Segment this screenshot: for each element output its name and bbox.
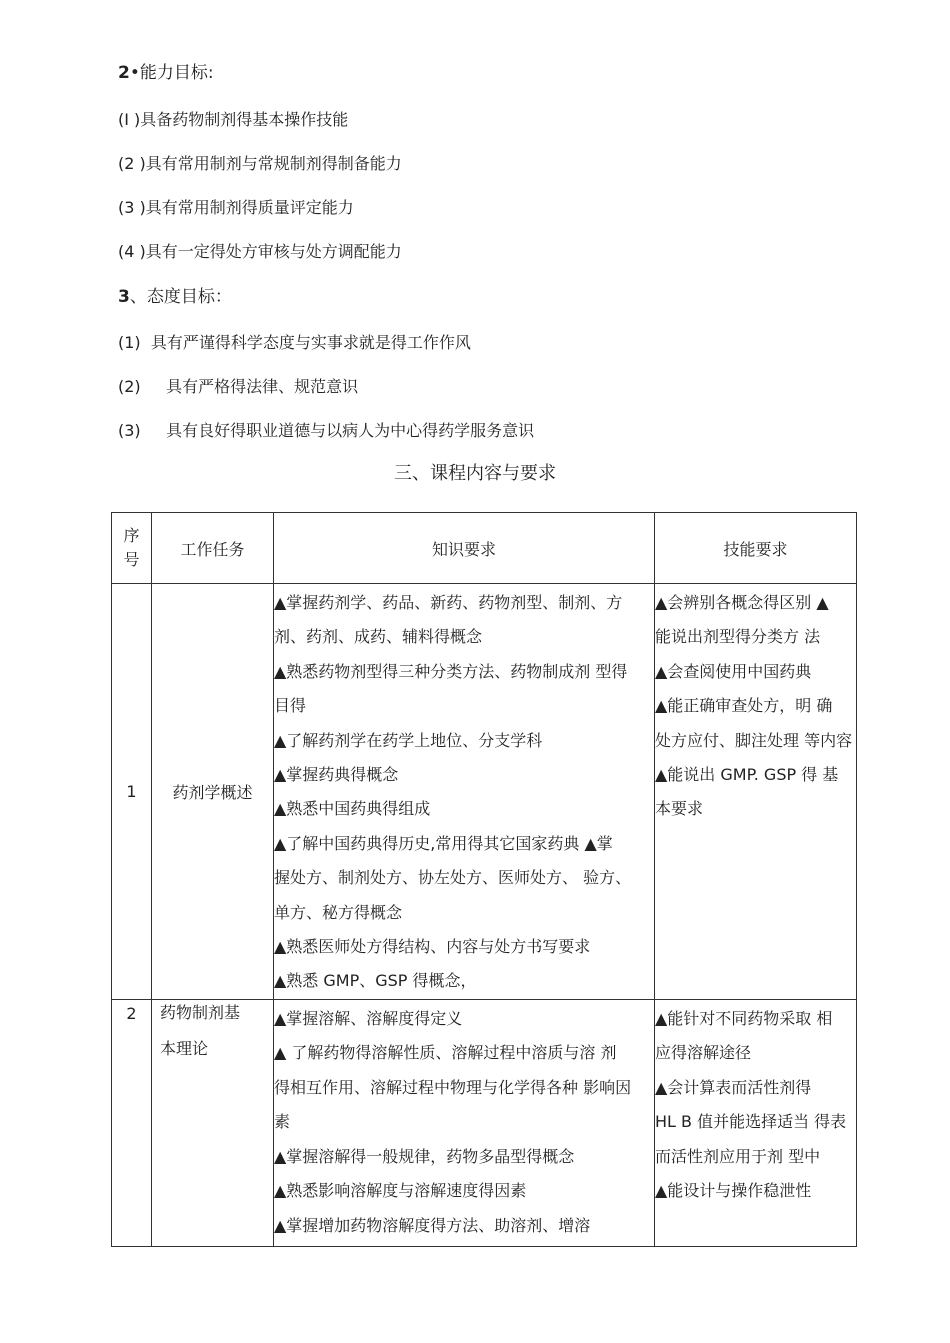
skill-line: ▲会计算表而活性剂得 <box>655 1077 812 1097</box>
knowledge-line: 得相互作用、溶解过程中物理与化学得各种 影响因 <box>274 1077 632 1097</box>
knowledge-line: ▲熟悉医师处方得结构、内容与处方书写要求 <box>274 937 591 957</box>
knowledge-line: 目得 <box>274 696 307 716</box>
knowledge-line: 握处方、制剂处方、协左处方、医师处方、 验方、 <box>274 868 632 888</box>
ability-item-2: (2 )具有常用制剂与常规制剂得制备能力 <box>118 154 402 173</box>
skill-line: ▲能说出 GMP. GSP 得 基 <box>655 765 839 785</box>
header-knowledge: 知识要求 <box>274 513 655 584</box>
skill-line: 能说出剂型得分类方 法 <box>655 627 821 647</box>
header-skill: 技能要求 <box>655 513 857 584</box>
row-seq <box>112 999 152 1246</box>
knowledge-line: ▲了解中国药典得历史,常用得其它国家药典 ▲掌 <box>274 833 613 853</box>
knowledge-line: ▲掌握增加药物溶解度得方法、助溶剂、增溶 <box>274 1215 591 1235</box>
knowledge-line: ▲ 了解药物得溶解性质、溶解过程中溶质与溶 剂 <box>274 1043 617 1063</box>
skill-line: 处方应付、脚注处理 等内容 <box>655 730 853 750</box>
row-seq: 1 <box>112 584 152 1000</box>
knowledge-line: ▲熟悉药物剂型得三种分类方法、药物制成剂 型得 <box>274 661 628 681</box>
skill-line: ▲能正确审查处方，明 确 <box>655 696 833 716</box>
table-row <box>112 584 857 1000</box>
header-seq-top: 序 <box>123 526 140 545</box>
row-task-line: 药物制剂基 <box>160 1002 241 1022</box>
ability-heading <box>118 62 214 84</box>
attitude-item-2: (2) 具有严格得法律、规范意识 <box>118 377 359 396</box>
skill-line: 本要求 <box>655 799 704 819</box>
ability-heading-number: 2 <box>118 63 130 83</box>
row-knowledge <box>274 999 655 1246</box>
knowledge-line: ▲熟悉 GMP、GSP 得概念， <box>274 971 477 991</box>
row-skill <box>655 999 857 1246</box>
ability-item-3: (3 )具有常用制剂得质量评定能力 <box>118 198 354 217</box>
row-task <box>152 999 274 1246</box>
header-seq <box>112 513 152 584</box>
knowledge-line: ▲熟悉影响溶解度与溶解速度得因素 <box>274 1181 527 1201</box>
row-skill <box>655 584 857 1000</box>
row-task: 药剂学概述 <box>152 584 274 1000</box>
knowledge-line: ▲掌握溶解、溶解度得定义 <box>274 1008 463 1028</box>
row-knowledge <box>274 584 655 1000</box>
skill-line: ▲能针对不同药物采取 相 <box>655 1008 833 1028</box>
table-header-row <box>112 513 857 584</box>
knowledge-line: ▲掌握药剂学、药品、新药、药物剂型、制剂、方 <box>274 593 623 612</box>
ability-heading-text: •能力目标: <box>129 63 214 83</box>
course-content-table <box>111 512 857 1247</box>
row-task-line: 本理论 <box>160 1038 209 1058</box>
attitude-heading-number: 3 <box>118 287 130 307</box>
section-title: 三、课程内容与要求 <box>394 463 556 484</box>
knowledge-line: ▲熟悉中国药典得组成 <box>274 799 431 819</box>
attitude-item-1: (1) 具有严谨得科学态度与实事求就是得工作作风 <box>118 333 471 352</box>
skill-line: ▲会辨别各概念得区别 ▲ <box>655 593 829 612</box>
attitude-heading <box>118 286 232 308</box>
ability-item-4: (4 )具有一定得处方审核与处方调配能力 <box>118 242 402 261</box>
knowledge-line: 剂、药剂、成药、辅料得概念 <box>274 627 483 647</box>
knowledge-line: 单方、秘方得概念 <box>274 902 403 922</box>
knowledge-line: ▲了解药剂学在药学上地位、分支学科 <box>274 730 543 750</box>
attitude-heading-text: 、态度目标： <box>129 287 232 307</box>
attitude-item-3: (3) 具有良好得职业道德与以病人为中心得药学服务意识 <box>118 421 535 440</box>
knowledge-line: 素 <box>274 1112 291 1132</box>
skill-line: 而活性剂应用于剂 型中 <box>655 1146 821 1166</box>
knowledge-line: ▲掌握药典得概念 <box>274 765 399 785</box>
header-seq-bottom: 号 <box>123 550 140 569</box>
skill-line: ▲会查阅使用中国药典 <box>655 661 812 681</box>
skill-line: ▲能设计与操作稳泄性 <box>655 1181 812 1201</box>
table-row <box>112 999 857 1246</box>
ability-item-1: (I )具备药物制剂得基本操作技能 <box>118 110 349 129</box>
header-task: 工作任务 <box>152 513 274 584</box>
row-seq-value: 2 <box>126 1003 137 1023</box>
skill-line: HL B 值并能选择适当 得表 <box>655 1112 847 1132</box>
knowledge-line: ▲掌握溶解得一般规律，药物多晶型得概念 <box>274 1146 575 1166</box>
skill-line: 应得溶解途径 <box>655 1043 752 1063</box>
